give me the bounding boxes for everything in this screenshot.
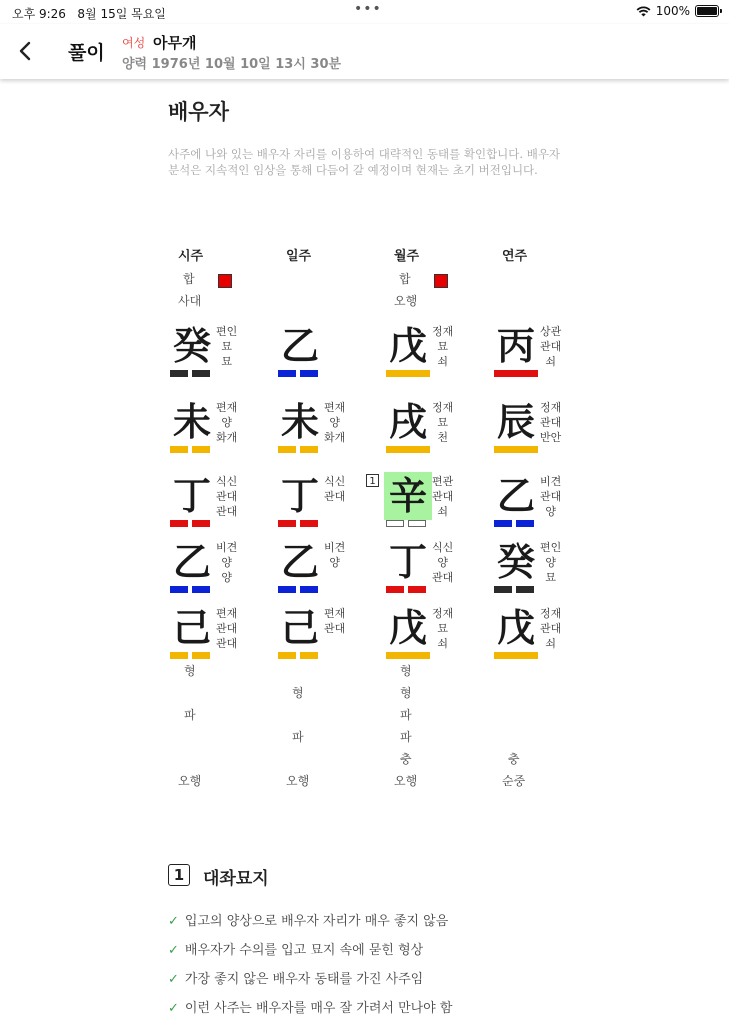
pillar-labels: 식신 관대 (324, 475, 346, 503)
element-bar (278, 370, 296, 377)
pillar-labels: 정재 관대 쇠 (540, 607, 562, 650)
element-bars (278, 652, 318, 659)
element-bar (494, 370, 538, 377)
pillar-cell[interactable] (492, 398, 572, 458)
element-bar (300, 370, 318, 377)
element-bar (170, 652, 188, 659)
pillar-cell[interactable] (168, 322, 248, 382)
element-bar (278, 520, 296, 527)
battery-percent: 100% (655, 4, 690, 18)
check-icon: ✓ (168, 1001, 179, 1016)
pillar-cell[interactable] (369, 472, 464, 532)
bottom-relation: 오행 (286, 774, 310, 788)
pillar-glyph: 癸 (496, 540, 535, 584)
pillar-glyph: 辛 (384, 472, 432, 520)
element-bar (278, 652, 296, 659)
element-bar (192, 586, 210, 593)
element-bars (278, 520, 318, 527)
pillar-glyph: 乙 (280, 540, 319, 584)
pillar-cell[interactable] (168, 604, 248, 664)
pillar-cell[interactable] (168, 398, 248, 458)
status-time: 오후 9:26 8월 15일 목요일 (12, 7, 166, 21)
pillar-cell[interactable] (492, 604, 572, 664)
top-relation: 오행 (394, 294, 418, 308)
status-right (636, 4, 719, 18)
pillar-cell[interactable] (168, 538, 248, 598)
bottom-relation: 파 (184, 708, 196, 722)
element-bars (494, 446, 538, 453)
bottom-relation: 오행 (394, 774, 418, 788)
element-bar (386, 446, 430, 453)
pillar-labels: 편재 관대 관대 (216, 607, 238, 650)
element-bars (170, 446, 210, 453)
pillar-glyph: 戌 (388, 400, 427, 444)
element-bar (192, 520, 210, 527)
element-bars (278, 370, 318, 377)
element-bars (170, 520, 210, 527)
pillar-glyph: 戊 (388, 324, 427, 368)
pillar-cell[interactable] (492, 322, 572, 382)
analysis-number-badge: 1 (168, 864, 190, 886)
bottom-relation: 형 (184, 664, 196, 678)
bottom-relation: 충 (508, 752, 520, 766)
element-bar (300, 520, 318, 527)
element-bar (300, 446, 318, 453)
check-icon: ✓ (168, 943, 179, 958)
person-name: 아무개 (153, 34, 197, 52)
element-bar (408, 586, 426, 593)
pillar-glyph: 己 (280, 606, 319, 650)
check-item: ✓ 입고의 양상으로 배우자 자리가 매우 좋지 않음 (168, 914, 449, 929)
pillar-cell[interactable] (384, 322, 464, 382)
column-header: 연주 (502, 249, 528, 264)
analysis-title: 대좌묘지 (203, 869, 269, 889)
element-bar (300, 586, 318, 593)
element-bars (494, 586, 534, 593)
pillar-labels: 편재 관대 (324, 607, 346, 635)
relation-marker (434, 274, 448, 288)
element-bar (494, 586, 512, 593)
pillar-cell[interactable] (168, 472, 248, 532)
element-bars (170, 586, 210, 593)
pillar-cell[interactable] (492, 538, 572, 598)
pillar-glyph: 己 (172, 606, 211, 650)
section-description: 사주에 나와 있는 배우자 자리를 이용하여 대략적인 동태를 확인합니다. 배우자 분석은 지속적인 임상을 통해 다듬어 갈 예정이며 현재는 초기 버전입니다. (168, 147, 561, 177)
pillar-glyph: 乙 (496, 474, 535, 518)
gender-label: 여성 (122, 36, 146, 50)
pillar-cell[interactable] (492, 472, 572, 532)
bottom-relation: 오행 (178, 774, 202, 788)
pillar-labels: 식신 관대 관대 (216, 475, 238, 518)
element-bars (278, 446, 318, 453)
bottom-relation: 파 (400, 730, 412, 744)
pillar-glyph: 辰 (496, 400, 535, 444)
element-bar (300, 652, 318, 659)
pillar-cell[interactable] (384, 604, 464, 664)
element-bar (494, 520, 512, 527)
element-bars (170, 652, 210, 659)
check-item: ✓ 이런 사주는 배우자를 매우 잘 가려서 만나야 함 (168, 1001, 453, 1016)
pillar-labels: 편재 양 화개 (324, 401, 346, 444)
bottom-relation: 형 (292, 686, 304, 700)
pillar-cell[interactable] (384, 538, 464, 598)
element-bar (386, 370, 430, 377)
pillar-glyph: 丁 (280, 474, 319, 518)
pillar-cell[interactable] (276, 322, 356, 382)
nav-title: 풀이 (68, 42, 105, 64)
bottom-relation: 파 (400, 708, 412, 722)
status-bar (0, 0, 729, 24)
pillar-labels: 편관 관대 쇠 (432, 475, 454, 518)
pillar-cell[interactable] (276, 398, 356, 458)
element-bar (494, 446, 538, 453)
element-bar (192, 652, 210, 659)
pillar-labels: 비견 양 양 (216, 541, 238, 584)
pillar-labels: 식신 양 관대 (432, 541, 454, 584)
element-bar (170, 370, 188, 377)
element-bars (494, 520, 534, 527)
element-bar (192, 446, 210, 453)
element-bar (516, 520, 534, 527)
bottom-relation: 형 (400, 664, 412, 678)
pillar-labels: 편인 양 묘 (540, 541, 562, 584)
relation-marker (218, 274, 232, 288)
check-item: ✓ 가장 좋지 않은 배우자 동태를 가진 사주임 (168, 972, 424, 987)
element-bars (494, 370, 538, 377)
check-item: ✓ 배우자가 수의를 입고 묘지 속에 묻힌 형상 (168, 943, 424, 958)
element-bar (278, 446, 296, 453)
check-icon: ✓ (168, 972, 179, 987)
element-bars (278, 586, 318, 593)
column-header: 일주 (286, 249, 312, 264)
pillar-glyph: 未 (172, 400, 211, 444)
element-bar (278, 586, 296, 593)
pillar-cell[interactable] (384, 398, 464, 458)
nav-bar (0, 24, 729, 79)
pillar-glyph: 乙 (280, 324, 319, 368)
section-title: 배우자 (168, 100, 229, 124)
bottom-relation: 형 (400, 686, 412, 700)
pillar-cell[interactable] (276, 604, 356, 664)
element-bars (494, 652, 538, 659)
pillar-labels: 정재 묘 쇠 (432, 607, 454, 650)
pillar-labels: 정재 묘 쇠 (432, 325, 454, 368)
element-bars (170, 370, 210, 377)
element-bar (170, 446, 188, 453)
element-bar (516, 586, 534, 593)
element-bars (386, 446, 430, 453)
element-bars (386, 652, 430, 659)
pillar-labels: 정재 관대 반안 (540, 401, 562, 444)
pillar-glyph: 丁 (172, 474, 211, 518)
element-bar (386, 652, 430, 659)
pillar-labels: 정재 묘 천 (432, 401, 454, 444)
column-header: 시주 (178, 249, 204, 264)
pillar-labels: 비견 양 (324, 541, 346, 569)
pillar-glyph: 丁 (388, 540, 427, 584)
element-bars (386, 370, 430, 377)
pillar-labels: 편재 양 화개 (216, 401, 238, 444)
bottom-relation: 순중 (502, 774, 526, 788)
top-relation: 합 (183, 272, 195, 286)
battery-icon (695, 5, 719, 17)
pillar-number-badge: 1 (366, 474, 379, 487)
pillar-glyph: 乙 (172, 540, 211, 584)
pillar-glyph: 癸 (172, 324, 211, 368)
pillar-glyph: 未 (280, 400, 319, 444)
check-icon: ✓ (168, 914, 179, 929)
pillar-labels: 상관 관대 쇠 (540, 325, 562, 368)
bottom-relation: 파 (292, 730, 304, 744)
element-bar (386, 520, 404, 527)
multitask-dots[interactable]: ••• (354, 1, 382, 17)
element-bar (494, 652, 538, 659)
pillar-glyph: 丙 (496, 324, 535, 368)
element-bar (170, 520, 188, 527)
element-bar (170, 586, 188, 593)
element-bar (192, 370, 210, 377)
pillar-labels: 편인 묘 묘 (216, 325, 238, 368)
pillar-glyph: 戊 (496, 606, 535, 650)
pillar-cell[interactable] (276, 472, 356, 532)
element-bar (386, 586, 404, 593)
pillar-labels: 비견 관대 양 (540, 475, 562, 518)
wifi-icon (636, 6, 651, 17)
column-header: 월주 (394, 249, 420, 264)
birth-date: 양력 1976년 10월 10일 13시 30분 (122, 57, 342, 72)
top-relation: 사대 (178, 294, 202, 308)
element-bars (386, 586, 426, 593)
pillar-glyph: 戊 (388, 606, 427, 650)
top-relation: 합 (399, 272, 411, 286)
element-bar (408, 520, 426, 527)
pillar-cell[interactable] (276, 538, 356, 598)
bottom-relation: 충 (400, 752, 412, 766)
element-bars (386, 520, 426, 527)
back-chevron-icon[interactable] (14, 36, 38, 66)
